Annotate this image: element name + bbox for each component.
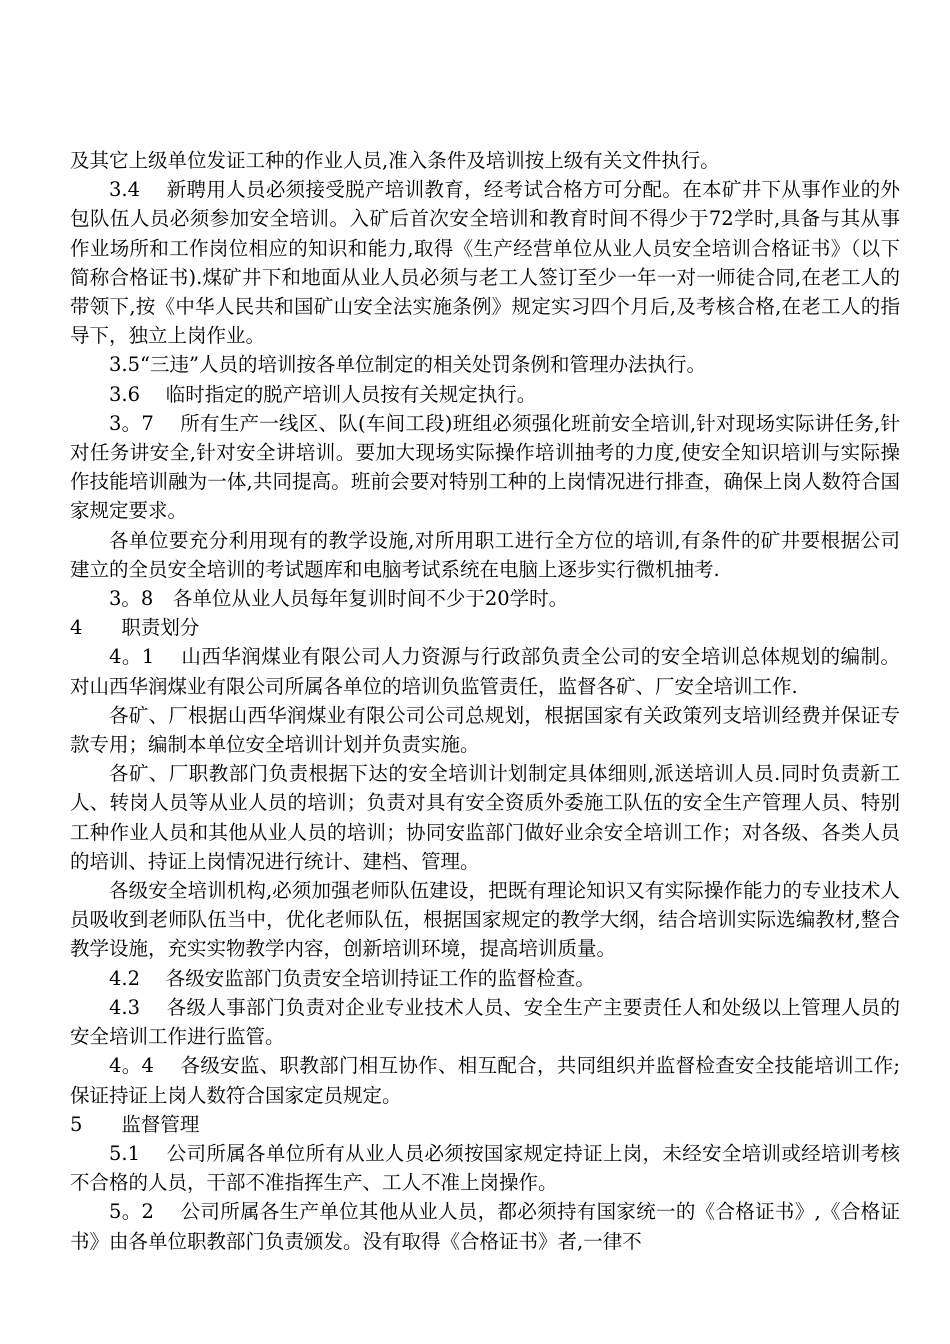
body-paragraph: 及其它上级单位发证工种的作业人员,准入条件及培训按上级有关文件执行。 — [70, 149, 720, 172]
body-paragraph: 各级安全培训机构,必须加强老师队伍建设，把既有理论知识又有实际操作能力的专业技术人员吸收到老师队伍当中，优化老师队伍，根据国家规定的教学大纲，结合培训实际选编教材,整合教学设施，充实实物教学内容，创新培训环境，提高培训质量。 — [70, 879, 900, 961]
body-paragraph: 3。7 所有生产一线区、队(车间工段)班组必须强化班前安全培训,针对现场实际讲任务,针对任务讲安全,针对安全讲培训。要加大现场实际操作培训抽考的力度,使安全知识培训与实际操作技能培训融为一体,共同提高。班前会要对特别工种的上岗情况进行排查，确保上岗人数符合国家规定要求。 — [70, 411, 900, 523]
body-paragraph: 各单位要充分利用现有的教学设施,对所用职工进行全方位的培训,有条件的矿井要根据公司建立的全员安全培训的考试题库和电脑考试系统在电脑上逐步实行微机抽考. — [70, 528, 900, 581]
body-paragraph: 4.2 各级安监部门负责安全培训持证工作的监督检查。 — [109, 966, 595, 990]
section-heading: 4 职责划分 — [70, 616, 200, 640]
body-paragraph: 3。8 各单位从业人员每年复训时间不少于20学时。 — [109, 587, 569, 611]
body-paragraph: 各矿、厂职教部门负责根据下达的安全培训计划制定具体细则,派送培训人员.同时负责新工人、转岗人员等从业人员的培训；负责对具有安全资质外委施工队伍的安全生产管理人员、特别工种作业人员和其他从业人员的培训；协同安监部门做好业余安全培训工作；对各级、各类人员的培训、持证上岗情况进行统计、建档、管理。 — [70, 762, 900, 873]
body-paragraph: 3.6 临时指定的脱产培训人员按有关规定执行。 — [109, 382, 537, 406]
section-heading: 5 监督管理 — [70, 1112, 200, 1136]
body-paragraph: 4.3 各级人事部门负责对企业专业技术人员、安全生产主要责任人和处级以上管理人员的安全培训工作进行监管。 — [70, 995, 900, 1049]
body-paragraph: 5。2 公司所属各生产单位其他从业人员，都必须持有国家统一的《合格证书》,《合格证书》由各单位职教部门负责颁发。没有取得《合格证书》者,一律不 — [70, 1200, 900, 1253]
body-paragraph: 4。1 山西华润煤业有限公司人力资源与行政部负责全公司的安全培训总体规划的编制。对山西华润煤业有限公司所属各单位的培训负监管责任，监督各矿、厂安全培训工作. — [70, 645, 900, 698]
body-paragraph: 3.5“三违”人员的培训按各单位制定的相关处罚条例和管理办法执行。 — [109, 353, 706, 377]
body-paragraph: 5.1 公司所属各单位所有从业人员必须按国家规定持证上岗，未经安全培训或经培训考核不合格的人员，干部不准指挥生产、工人不准上岗操作。 — [70, 1141, 900, 1195]
body-paragraph: 各矿、厂根据山西华润煤业有限公司公司总规划，根据国家有关政策列支培训经费并保证专款专用；编制本单位安全培训计划并负责实施。 — [70, 703, 900, 757]
body-paragraph: 3.4 新聘用人员必须接受脱产培训教育，经考试合格方可分配。在本矿井下从事作业的外包队伍人员必须参加安全培训。入矿后首次安全培训和教育时间不得少于72学时,具备与其从事作业场所和工作岗位相应的知识和能力,取得《生产经营单位从业人员安全培训合格证书》（以下简称合格证书).煤矿井下和地面从业人员必须与老工人签订至少一年一对一师徒合同,在老工人的带领下,按《中华人民共和国矿山安全法实施条例》规定实习四个月后,及考核合格,在老工人的指导下，独立上岗作业。 — [70, 178, 900, 348]
body-paragraph: 4。4 各级安监、职教部门相互协作、相互配合，共同组织并监督检查安全技能培训工作;保证持证上岗人数符合国家定员规定。 — [70, 1054, 900, 1107]
